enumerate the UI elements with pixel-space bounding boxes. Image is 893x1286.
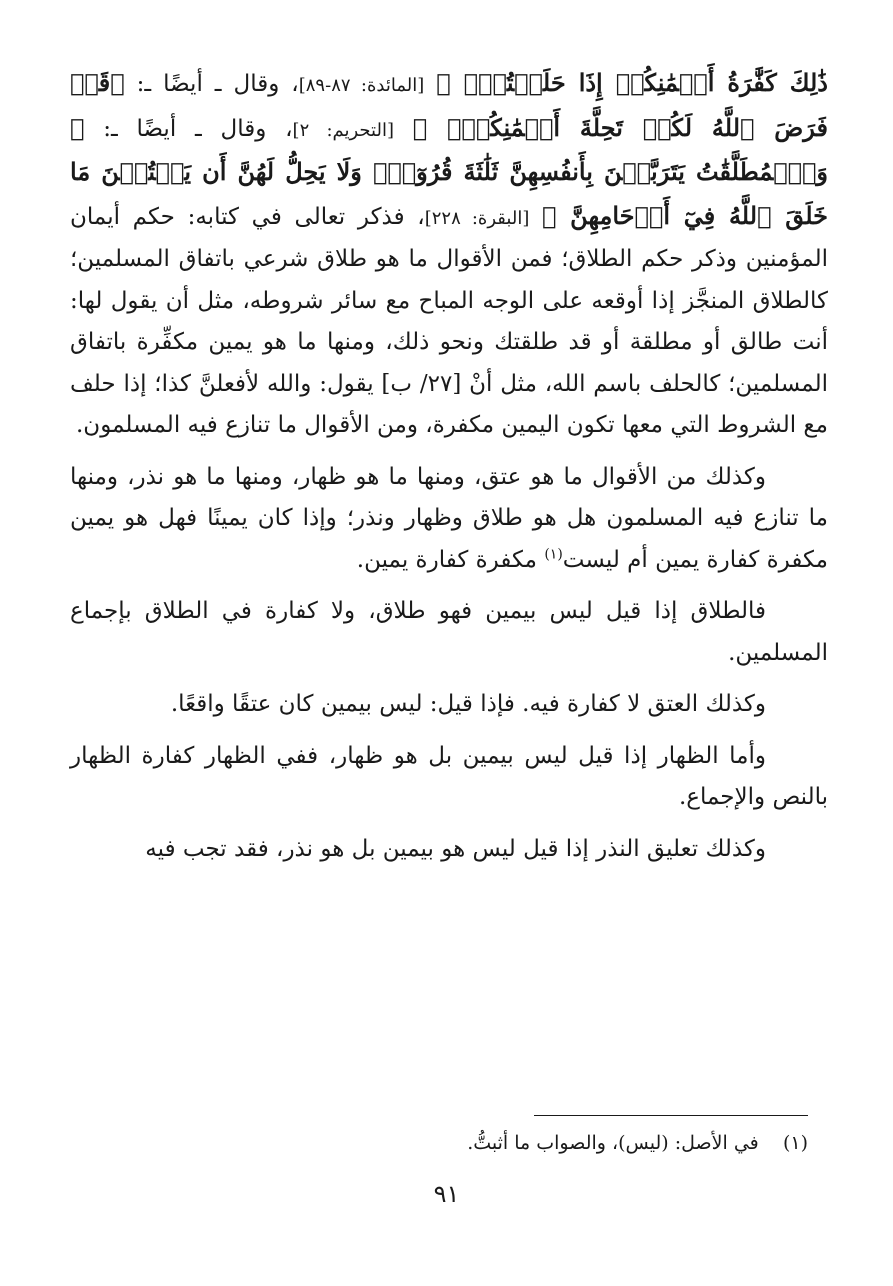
quran-verse: ذَٰلِكَ كَفَّٰرَةُ أَيۡمَٰنِكُمۡ إِذَا حَلَفۡتُمۡۚ ﴾	[436, 68, 828, 97]
paragraph	[70, 591, 828, 674]
paragraph	[70, 62, 828, 447]
paragraph	[70, 736, 828, 819]
paragraph-text	[394, 116, 413, 142]
paragraph-text	[529, 204, 542, 230]
paragraph-text: ، فذكر تعالى في كتابه: حكم أيمان المؤمنين وذكر حكم الطلاق؛ فمن الأقوال ما هو طلاق شرعي باتفاق المسلمين؛ كالطلاق المنجَّز إذا أوقعه على الوجه المباح مع سائر شروطه، مثل أن يقول لها: أنت طالق أو مطلقة أو قد طلقتك ونحو ذلك، ومنها ما هو يمين مكفِّرة باتفاق المسلمين؛ كالحلف باسم الله، مثل أنْ [٢٧/ ب] يقول: والله لأفعلنَّ كذا؛ إذا حلف مع الشروط التي معها تكون اليمين مكفرة، ومن الأقوال ما تنازع فيه المسلمون.	[70, 203, 828, 438]
paragraph-text: وكذلك تعليق النذر إذا قيل ليس هو بيمين بل هو نذر، فقد تجب فيه	[145, 835, 766, 862]
verse-reference: [المائدة: ٨٧-٨٩]	[298, 75, 425, 96]
footnote-divider	[534, 1115, 808, 1116]
page-number: ٩١	[433, 1180, 460, 1208]
paragraph-text: وأما الظهار إذا قيل ليس بيمين بل هو ظهار، ففي الظهار كفارة الظهار بالنص والإجماع.	[70, 742, 828, 810]
quran-verse: ﴿قَدۡ فَرَضَ ٱللَّهُ لَكُمۡ تَحِلَّةَ أَيۡمَٰنِكُمۡۚ ﴾	[70, 68, 829, 142]
footnote-marker: (١)	[782, 1132, 808, 1154]
paragraph-text	[424, 71, 436, 97]
footnote-text: في الأصل: (ليس)، والصواب ما أثبتُّ.	[467, 1132, 759, 1154]
footnote	[70, 1128, 808, 1158]
paragraph	[70, 829, 828, 871]
paragraph-text: وكذلك العتق لا كفارة فيه. فإذا قيل: ليس بيمين كان عتقًا واقعًا.	[170, 691, 766, 717]
paragraph-text: وكذلك من الأقوال ما هو عتق، ومنها ما هو ظهار، ومنها ما هو نذر، ومنها ما تنازع فيه المسلمون هل هو طلاق وظهار ونذر؛ وإذا كان يمينًا فهل هو يمين مكفرة كفارة يمين أم ليست	[70, 463, 828, 573]
footnote-reference: (١)	[544, 545, 563, 562]
page-body	[70, 62, 828, 880]
paragraph	[70, 684, 828, 726]
paragraph-text: فالطلاق إذا قيل ليس بيمين فهو طلاق، ولا كفارة في الطلاق بإجماع المسلمين.	[70, 598, 828, 666]
paragraph-text: مكفرة كفارة يمين.	[356, 546, 545, 573]
paragraph-text: ، وقال ـ أيضًا ـ:	[84, 115, 293, 142]
paragraph	[70, 457, 828, 582]
paragraph-text: ، وقال ـ أيضًا ـ:	[124, 71, 299, 97]
verse-reference: [التحريم: ٢]	[292, 119, 394, 141]
verse-reference: [البقرة: ٢٢٨]	[424, 207, 530, 229]
quran-verse: ﴿ وَٱلۡمُطَلَّقَٰتُ يَتَرَبَّصۡنَ بِأَنفُسِهِنَّ ثَلَٰثَةَ قُرُوٓءٖۚ وَلَا يَحِلُّ لَهُنَّ أَن يَكۡتُمۡنَ مَا خَلَقَ ٱللَّهُ فِيٓ أَرۡحَامِهِنَّ ﴾	[70, 112, 828, 230]
